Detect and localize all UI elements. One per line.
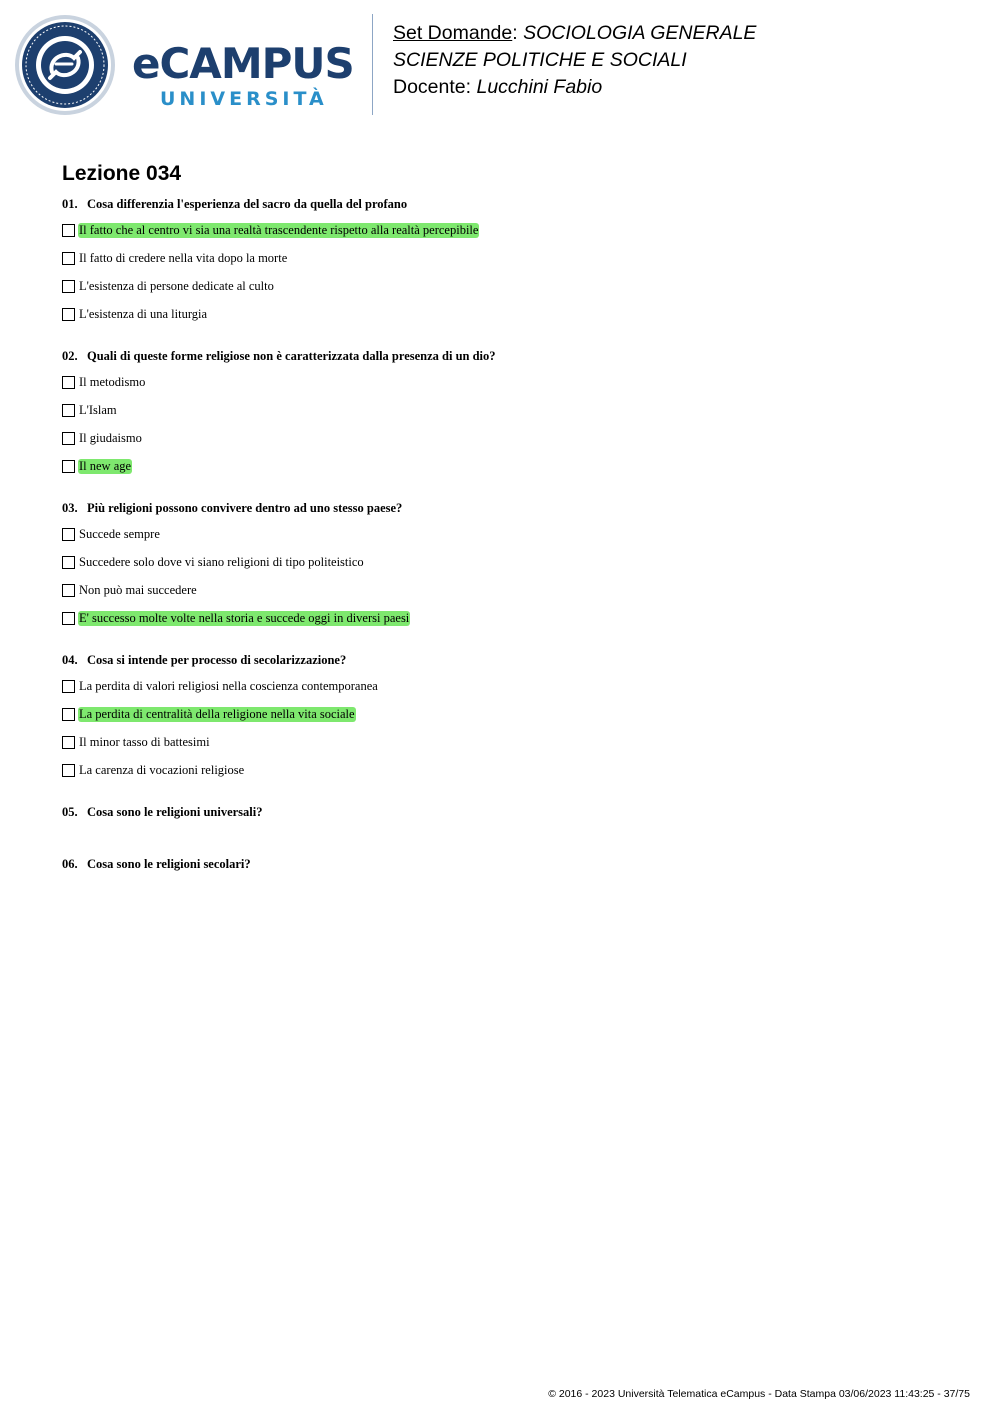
ecampus-wordmark-logo <box>132 40 357 112</box>
question-spacer <box>62 831 942 856</box>
header-divider <box>372 14 373 115</box>
question-label: Cosa sono le religioni secolari? <box>87 857 251 871</box>
answer-option[interactable] <box>62 307 942 335</box>
question-spacer <box>62 335 942 348</box>
question-item <box>62 348 942 487</box>
answer-checkbox[interactable] <box>62 376 75 389</box>
answer-text: La carenza di vocazioni religiose <box>79 763 245 777</box>
answer-checkbox[interactable] <box>62 736 75 749</box>
question-label: Più religioni possono convivere dentro ad uno stesso paese? <box>87 501 403 515</box>
answer-option[interactable] <box>62 611 942 639</box>
question-text <box>62 196 942 212</box>
answer-checkbox[interactable] <box>62 308 75 321</box>
answer-checkbox[interactable] <box>62 528 75 541</box>
answer-option[interactable] <box>62 223 942 251</box>
answer-option[interactable] <box>62 403 942 431</box>
answer-option[interactable] <box>62 679 942 707</box>
answer-text: Succedere solo dove vi siano religioni di tipo politeistico <box>79 555 364 569</box>
logo-brand-text: eCAMPUS <box>132 39 354 88</box>
set-line: Set Domande: SOCIOLOGIA GENERALE <box>393 22 757 44</box>
question-number: 02. <box>62 349 78 363</box>
answer-option[interactable] <box>62 251 942 279</box>
answer-checkbox[interactable] <box>62 708 75 721</box>
subject-name: SOCIOLOGIA GENERALE <box>523 22 757 44</box>
question-text <box>62 652 942 668</box>
question-spacer <box>62 791 942 804</box>
question-text <box>62 348 942 364</box>
answer-text: Succede sempre <box>79 527 160 541</box>
answer-option[interactable] <box>62 735 942 763</box>
answer-text: Il minor tasso di battesimi <box>79 735 210 749</box>
answer-text: Non può mai succedere <box>79 583 197 597</box>
logo-sub-text: UNIVERSITÀ <box>160 88 328 110</box>
answer-checkbox[interactable] <box>62 584 75 597</box>
teacher-label: Docente: <box>393 76 477 98</box>
answer-option[interactable] <box>62 763 942 791</box>
answer-option[interactable] <box>62 431 942 459</box>
question-label: Cosa sono le religioni universali? <box>87 805 263 819</box>
lesson-title: Lezione 034 <box>62 162 182 185</box>
answer-text: L'esistenza di persone dedicate al culto <box>79 279 274 293</box>
answer-checkbox[interactable] <box>62 432 75 445</box>
question-item <box>62 856 942 872</box>
answer-option[interactable] <box>62 583 942 611</box>
teacher-name: Lucchini Fabio <box>476 76 603 98</box>
question-item <box>62 196 942 335</box>
answer-checkbox[interactable] <box>62 404 75 417</box>
ecampus-seal-logo <box>14 14 116 116</box>
answer-option[interactable] <box>62 459 942 487</box>
question-spacer <box>62 487 942 500</box>
answer-checkbox[interactable] <box>62 280 75 293</box>
question-text <box>62 856 942 872</box>
answer-option[interactable] <box>62 527 942 555</box>
question-item <box>62 652 942 791</box>
question-number: 05. <box>62 805 78 819</box>
answer-text: L'esistenza di una liturgia <box>79 307 208 321</box>
answer-option[interactable] <box>62 375 942 403</box>
answer-text: Il fatto di credere nella vita dopo la morte <box>79 251 288 265</box>
teacher-line <box>393 74 756 101</box>
answer-text-correct: La perdita di centralità della religione nella vita sociale <box>79 707 355 721</box>
answer-option[interactable] <box>62 279 942 307</box>
question-spacer <box>62 639 942 652</box>
answer-checkbox[interactable] <box>62 680 75 693</box>
answer-text-correct: Il new age <box>79 459 132 473</box>
question-item <box>62 500 942 639</box>
answer-text: Il metodismo <box>79 375 146 389</box>
answer-checkbox[interactable] <box>62 252 75 265</box>
answer-checkbox[interactable] <box>62 224 75 237</box>
answer-checkbox[interactable] <box>62 764 75 777</box>
header-info <box>393 20 756 101</box>
question-number: 06. <box>62 857 78 871</box>
faculty-name: SCIENZE POLITICHE E SOCIALI <box>393 49 687 71</box>
answer-text: Il giudaismo <box>79 431 142 445</box>
question-text <box>62 500 942 516</box>
question-list <box>62 196 942 883</box>
answer-text-correct: E' successo molte volte nella storia e succede oggi in diversi paesi <box>79 611 410 625</box>
answer-text-correct: Il fatto che al centro vi sia una realtà trascendente rispetto alla realtà percepibile <box>79 223 479 237</box>
answer-checkbox[interactable] <box>62 612 75 625</box>
question-label: Cosa differenzia l'esperienza del sacro da quella del profano <box>87 197 408 211</box>
page-footer: © 2016 - 2023 Università Telematica eCampus - Data Stampa 03/06/2023 11:43:25 - 37/75 <box>548 1388 970 1400</box>
question-label: Quali di queste forme religiose non è caratterizzata dalla presenza di un dio? <box>87 349 496 363</box>
set-label: Set Domande <box>393 22 513 44</box>
answer-option[interactable] <box>62 555 942 583</box>
answer-option[interactable] <box>62 707 942 735</box>
answer-checkbox[interactable] <box>62 556 75 569</box>
question-label: Cosa si intende per processo di secolarizzazione? <box>87 653 347 667</box>
question-number: 04. <box>62 653 78 667</box>
question-text <box>62 804 942 820</box>
question-item <box>62 804 942 820</box>
answer-text: L'Islam <box>79 403 117 417</box>
answer-checkbox[interactable] <box>62 460 75 473</box>
question-number: 03. <box>62 501 78 515</box>
answer-text: La perdita di valori religiosi nella coscienza contemporanea <box>79 679 378 693</box>
question-number: 01. <box>62 197 78 211</box>
